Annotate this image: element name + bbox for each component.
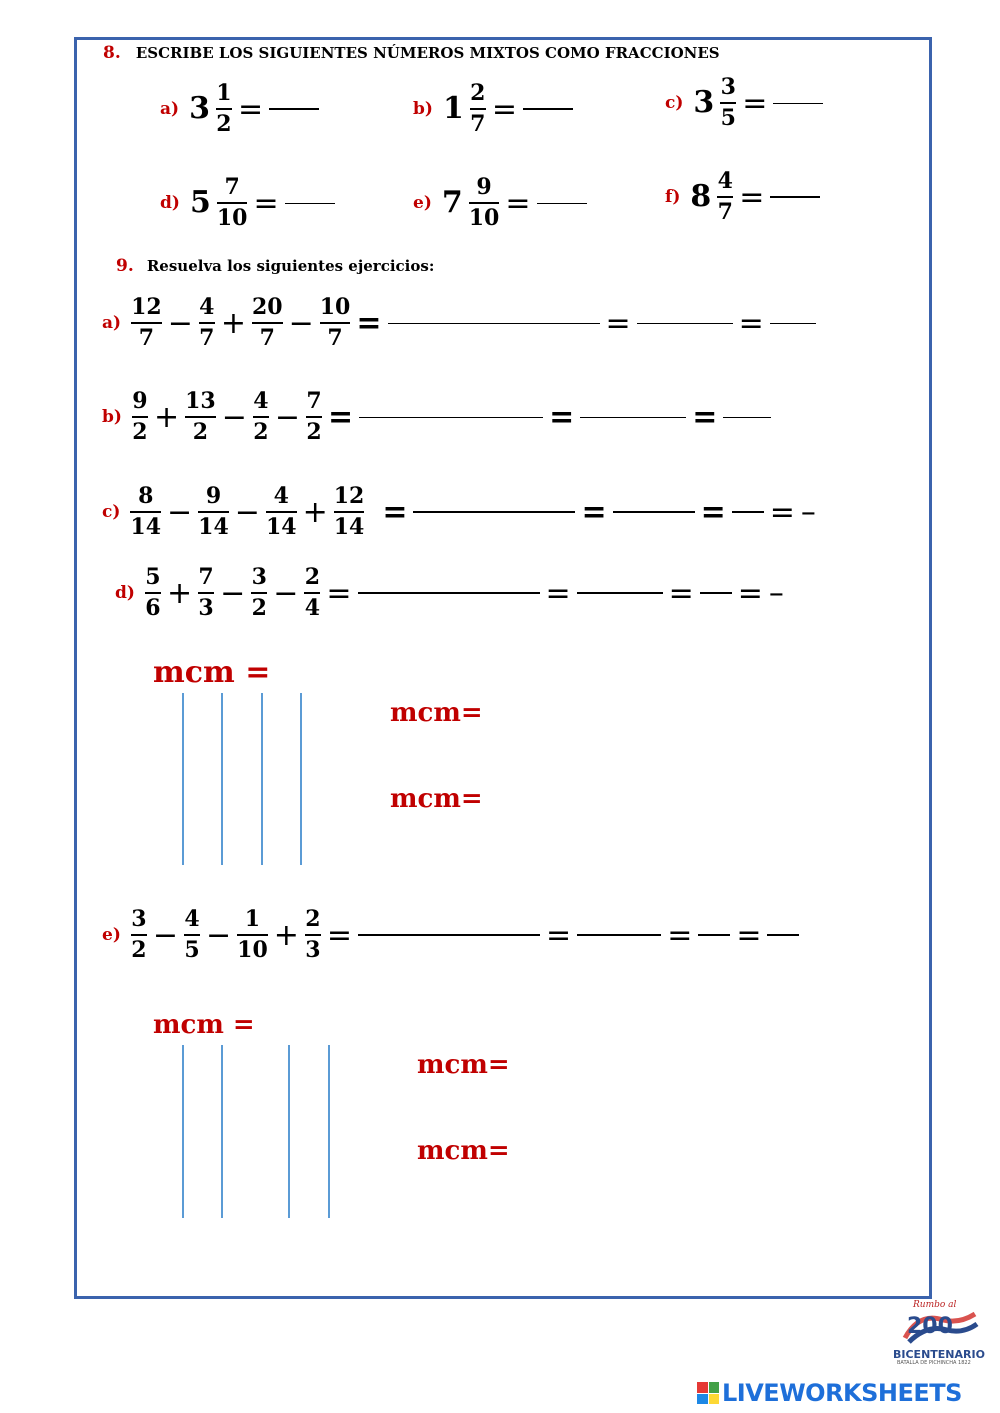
fraction: $\frac{4}{7}$	[199, 294, 215, 352]
fraction: $\frac{2}{4}$	[304, 564, 321, 622]
answer-blank[interactable]	[700, 592, 732, 594]
operator: +	[220, 305, 246, 341]
equals-sign: =	[605, 305, 631, 341]
section-9-heading	[116, 256, 434, 276]
section-number: 8.	[103, 43, 121, 63]
equals-sign: =	[549, 399, 575, 435]
fraction: $\frac{4}{7}$	[717, 168, 733, 226]
answer-blank[interactable]	[732, 511, 764, 513]
operator: −	[234, 494, 260, 530]
answer-blank[interactable]	[358, 934, 540, 936]
equals-sign: =	[667, 917, 693, 953]
answer-blank[interactable]	[723, 417, 771, 418]
answer-blank[interactable]	[413, 511, 575, 513]
operator: +	[153, 399, 180, 435]
answer-blank[interactable]	[388, 323, 600, 324]
division-line	[288, 1045, 290, 1218]
logo-title: BICENTENARIO	[893, 1348, 985, 1361]
equals-sign: =	[545, 575, 571, 611]
equals-sign: =	[581, 494, 607, 530]
answer-blank[interactable]	[773, 103, 823, 104]
fraction: $\frac{8}{14}$	[130, 483, 162, 541]
exercise-d	[115, 566, 784, 620]
item-label: a)	[160, 99, 180, 120]
whole-part: 3	[693, 85, 715, 121]
whole-part: 3	[189, 91, 210, 127]
division-line	[221, 693, 223, 865]
fraction: $\frac{7}{3}$	[198, 564, 214, 622]
item-label: d)	[115, 583, 135, 604]
mixed-number-e	[413, 176, 587, 230]
mcm-label: mcm=	[417, 1050, 510, 1080]
answer-blank[interactable]	[698, 934, 730, 936]
equals-sign: =	[738, 305, 764, 341]
section-number: 9.	[116, 256, 134, 276]
operator: −	[167, 494, 193, 530]
operator: −	[220, 575, 246, 611]
equals-sign: =	[737, 575, 763, 611]
liveworksheets-brand[interactable]	[697, 1379, 962, 1407]
fraction: $\frac{9}{2}$	[132, 388, 148, 446]
fraction: $\frac{12}{14}$	[333, 483, 365, 541]
operator: −	[152, 917, 178, 953]
exercise-e	[102, 908, 799, 962]
mcm-label: mcm=	[417, 1136, 510, 1166]
answer-blank[interactable]	[359, 417, 543, 418]
operator: +	[166, 575, 193, 611]
fraction: $\frac{13}{2}$	[185, 388, 216, 446]
section-8-heading	[103, 43, 720, 63]
answer-blank[interactable]	[637, 323, 733, 324]
item-label: b)	[102, 407, 122, 428]
item-label: a)	[102, 313, 122, 334]
mixed-number-c	[665, 76, 823, 130]
fraction: $\frac{9}{14}$	[198, 483, 229, 541]
dash: –	[768, 575, 784, 611]
equals-sign: =	[692, 399, 718, 435]
bicentenario-logo	[893, 1300, 985, 1370]
division-line	[182, 1045, 184, 1218]
division-line	[182, 693, 184, 865]
item-label: b)	[413, 99, 433, 120]
equals-sign: =	[253, 185, 279, 221]
equals-sign: =	[739, 179, 765, 215]
answer-blank[interactable]	[358, 592, 540, 594]
liveworksheets-label: LIVEWORKSHEETS	[722, 1379, 962, 1407]
dash: –	[800, 494, 816, 530]
whole-part: 5	[189, 185, 211, 221]
fraction: $\frac{1}{10}$	[237, 906, 268, 964]
logo-number: 200	[907, 1314, 953, 1339]
operator: −	[206, 917, 232, 953]
fraction: $\frac{10}{7}$	[319, 294, 351, 352]
answer-blank[interactable]	[577, 592, 663, 594]
answer-blank[interactable]	[537, 203, 587, 204]
mcm-label: mcm =	[153, 655, 271, 690]
item-label: e)	[102, 925, 121, 946]
equals-sign: =	[546, 917, 572, 953]
operator: −	[288, 305, 314, 341]
division-line	[328, 1045, 330, 1218]
answer-blank[interactable]	[770, 196, 820, 198]
mixed-number-a	[160, 82, 319, 136]
answer-blank[interactable]	[285, 203, 335, 204]
answer-blank[interactable]	[613, 511, 695, 513]
fraction: $\frac{9}{10}$	[468, 174, 500, 232]
equals-sign: =	[326, 575, 352, 611]
liveworksheets-logo-icon	[697, 1382, 719, 1404]
mcm-label: mcm=	[390, 698, 483, 728]
answer-blank[interactable]	[767, 934, 799, 936]
fraction: $\frac{3}{2}$	[131, 906, 147, 964]
fraction: $\frac{4}{2}$	[253, 388, 269, 446]
fraction: $\frac{4}{14}$	[265, 483, 297, 541]
operator: +	[302, 494, 328, 530]
fraction: $\frac{3}{5}$	[720, 74, 736, 132]
exercise-b	[102, 390, 771, 444]
exercise-a	[102, 296, 816, 350]
section-title: ESCRIBE LOS SIGUIENTES NÚMEROS MIXTOS COMO FRACCIONES	[135, 44, 720, 62]
answer-blank[interactable]	[269, 108, 319, 110]
division-line	[300, 693, 302, 865]
item-label: d)	[160, 193, 180, 214]
mixed-number-d	[160, 176, 335, 230]
answer-blank[interactable]	[770, 323, 816, 324]
section-title: Resuelva los siguientes ejercicios:	[146, 257, 435, 275]
fraction: $\frac{4}{5}$	[184, 906, 200, 964]
fraction: $\frac{12}{7}$	[131, 294, 162, 352]
whole-part: 7	[441, 185, 463, 221]
division-line	[221, 1045, 223, 1218]
operator: −	[221, 399, 247, 435]
fraction: $\frac{2}{7}$	[470, 80, 486, 138]
answer-blank[interactable]	[580, 417, 686, 418]
fraction: $\frac{7}{10}$	[216, 174, 248, 232]
item-label: e)	[413, 193, 432, 214]
mixed-number-b	[413, 82, 573, 136]
equals-sign: =	[237, 91, 264, 127]
exercise-c	[102, 485, 816, 539]
fraction: $\frac{2}{3}$	[305, 906, 321, 964]
logo-subtitle: BATALLA DE PICHINCHA 1822	[897, 1360, 971, 1366]
equals-sign: =	[327, 399, 354, 435]
answer-blank[interactable]	[577, 934, 661, 936]
equals-sign: =	[505, 185, 531, 221]
whole-part: 1	[442, 91, 464, 127]
logo-script: Rumbo al	[913, 1300, 957, 1310]
fraction: $\frac{7}{2}$	[306, 388, 322, 446]
item-label: c)	[102, 502, 121, 523]
mcm-label: mcm=	[390, 784, 483, 814]
equals-sign: =	[700, 494, 726, 530]
division-line	[261, 693, 263, 865]
mixed-number-f	[665, 170, 820, 224]
answer-blank[interactable]	[523, 108, 573, 110]
fraction: $\frac{5}{6}$	[145, 564, 161, 622]
equals-sign: =	[769, 494, 795, 530]
fraction: $\frac{3}{2}$	[251, 564, 267, 622]
equals-sign: =	[742, 85, 768, 121]
operator: −	[274, 399, 300, 435]
fraction: $\frac{1}{2}$	[216, 80, 232, 138]
equals-sign: =	[356, 305, 382, 341]
equals-sign: =	[326, 917, 353, 953]
equals-sign: =	[491, 91, 517, 127]
fraction: $\frac{20}{7}$	[251, 294, 283, 352]
item-label: c)	[665, 93, 684, 114]
mcm-label: mcm =	[153, 1010, 255, 1040]
operator: +	[273, 917, 299, 953]
equals-sign: =	[736, 917, 762, 953]
item-label: f)	[665, 187, 681, 208]
operator: −	[167, 305, 193, 341]
equals-sign: =	[668, 575, 694, 611]
whole-part: 8	[690, 179, 712, 215]
equals-sign: =	[382, 494, 408, 530]
operator: −	[273, 575, 299, 611]
